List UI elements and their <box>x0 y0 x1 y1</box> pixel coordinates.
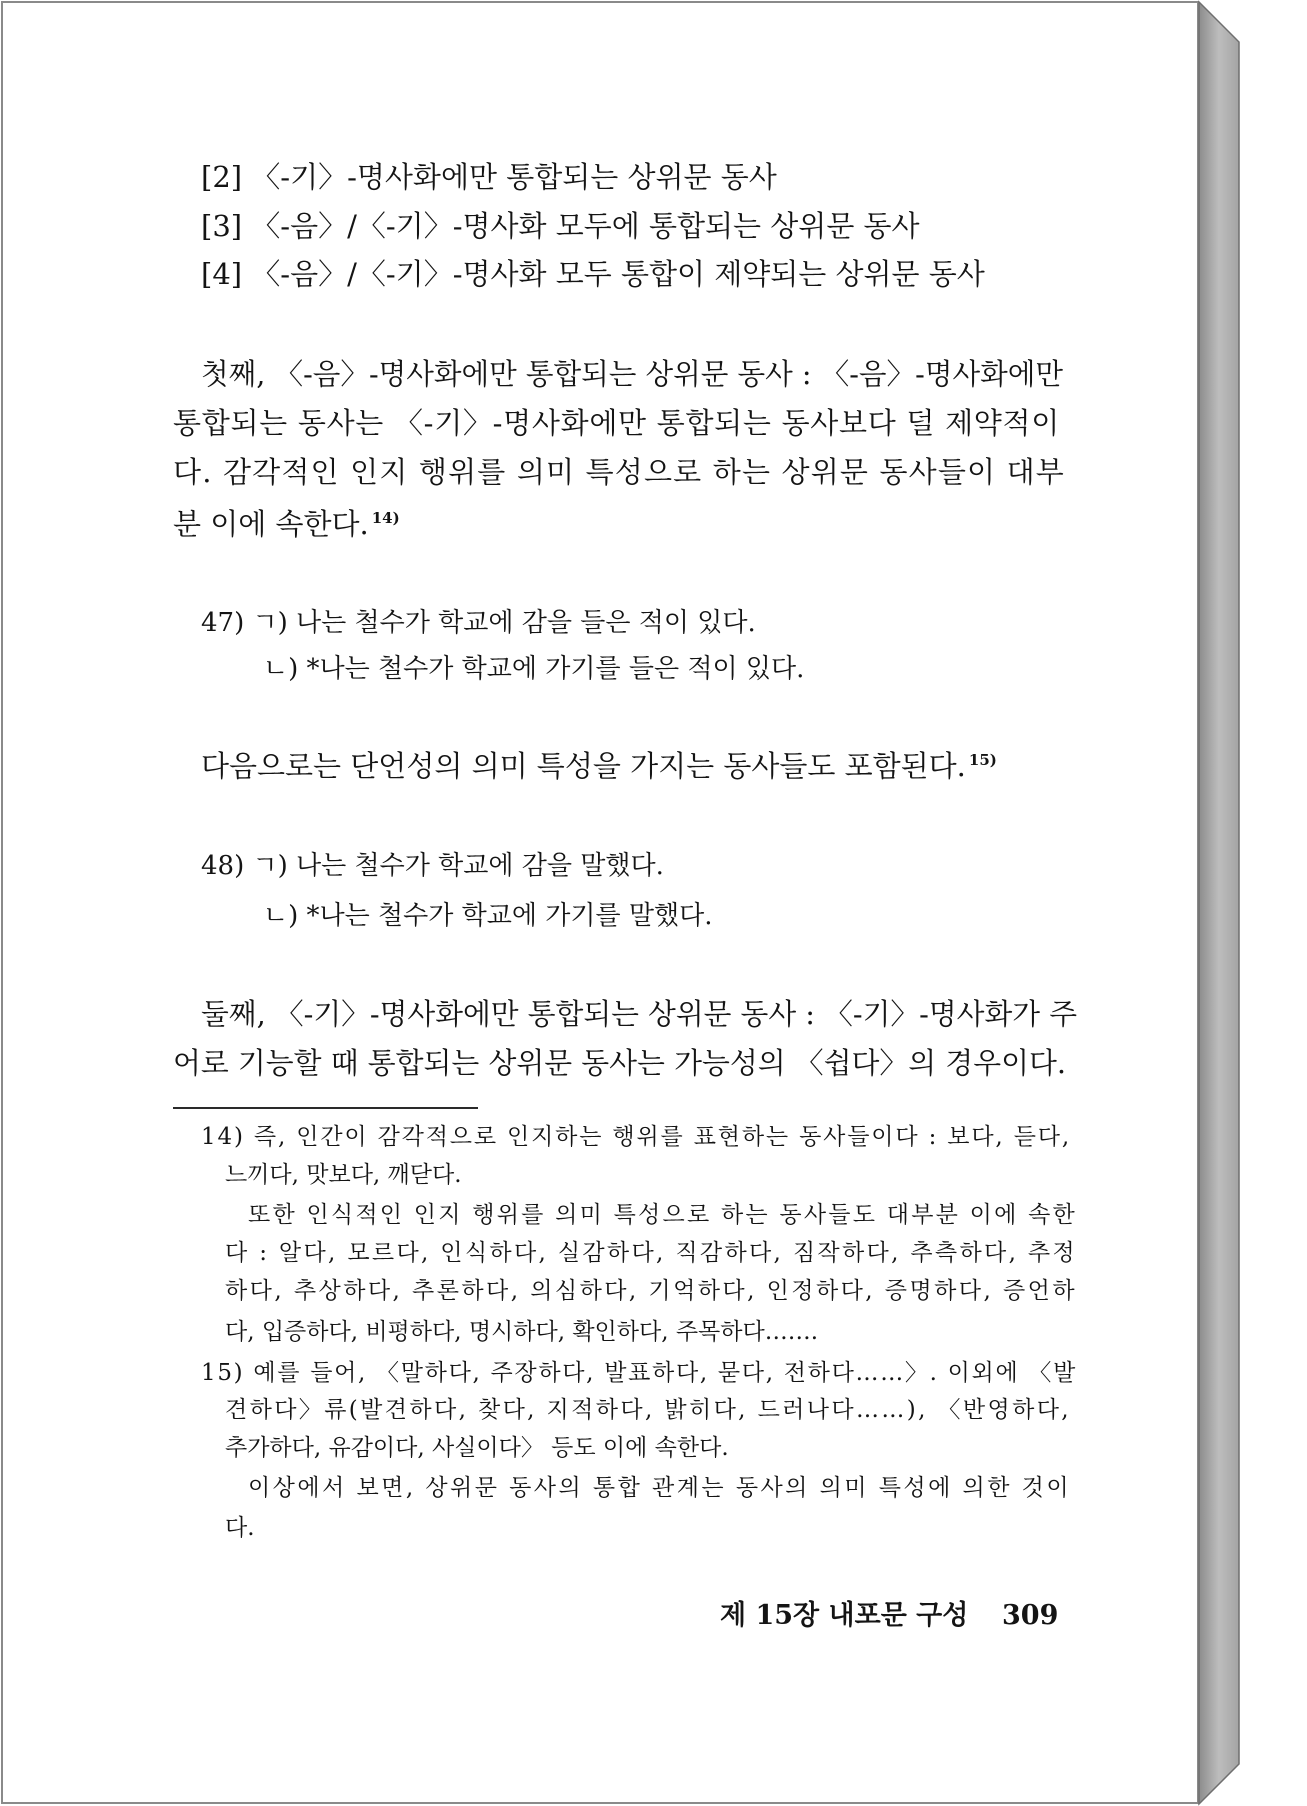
chapter-title-text: 제 15장 내포문 구성 <box>720 1600 969 1631</box>
example-text: ㄴ) *나는 철수가 학교에 가기를 말했다. <box>263 901 713 931</box>
footnote-line <box>225 1512 1071 1544</box>
paragraph-text: 통합되는 동사는 〈-기〉-명사화에만 통합되는 동사보다 덜 제약적이 <box>173 406 1060 440</box>
example-text: 48) ㄱ) 나는 철수가 학교에 감을 말했다. <box>201 851 664 881</box>
footnote-text: 하다, 추상하다, 추론하다, 의심하다, 기억하다, 인정하다, 증명하다, 증언하 <box>225 1278 1077 1304</box>
running-footer-title <box>720 1598 992 1634</box>
page-number <box>1002 1598 1062 1634</box>
example-sentence <box>263 898 1063 934</box>
footnote-text: 추가하다, 유감이다, 사실이다〉 등도 이에 속한다. <box>225 1435 729 1461</box>
example-sentence <box>201 848 1061 884</box>
footnote-text: 다. <box>225 1515 255 1541</box>
paragraph-line <box>173 504 1065 544</box>
footnote-text: 또한 인식적인 인지 행위를 의미 특성으로 하는 동사들도 대부분 이에 속한 <box>248 1202 1077 1228</box>
list-item <box>201 206 1071 246</box>
paragraph-line <box>201 994 1077 1034</box>
list-item-text: [3] 〈-음〉/〈-기〉-명사화 모두에 통합되는 상위문 동사 <box>201 209 920 243</box>
footnote-text: 15) 예를 들어, 〈말하다, 주장하다, 발표하다, 묻다, 전하다……〉. 이외에 〈발 <box>201 1360 1077 1386</box>
paragraph-text: 다음으로는 단언성의 의미 특성을 가지는 동사들도 포함된다. <box>201 749 966 783</box>
footnote-rule <box>173 1107 478 1109</box>
paragraph-line <box>201 354 1063 394</box>
footnote-text: 느끼다, 맛보다, 깨닫다. <box>225 1162 462 1188</box>
list-item <box>201 157 1071 197</box>
paragraph-line <box>173 452 1065 492</box>
paragraph-text: 첫째, 〈-음〉-명사화에만 통합되는 상위문 동사 : 〈-음〉-명사화에만 <box>201 357 1063 391</box>
paragraph-line <box>173 403 1060 443</box>
page-number-text: 309 <box>1002 1600 1059 1631</box>
example-sentence <box>263 651 1063 687</box>
footnote-line <box>225 1237 1077 1269</box>
example-sentence <box>201 605 1061 641</box>
footnote-ref: 14) <box>371 509 400 527</box>
footnote-text: 다 : 알다, 모르다, 인식하다, 실감하다, 직감하다, 짐작하다, 추측하다, 추정 <box>225 1240 1077 1266</box>
list-item-text: [2] 〈-기〉-명사화에만 통합되는 상위문 동사 <box>201 160 777 194</box>
footnote-line <box>225 1159 1071 1191</box>
footnote-text: 이상에서 보면, 상위문 동사의 통합 관계는 동사의 의미 특성에 의한 것이 <box>248 1475 1071 1501</box>
paragraph-text: 분 이에 속한다. <box>173 507 369 541</box>
footnote-line <box>248 1199 1077 1231</box>
example-text: 47) ㄱ) 나는 철수가 학교에 감을 들은 적이 있다. <box>201 608 756 638</box>
footnote-line <box>248 1472 1071 1504</box>
footnote-text: 다, 입증하다, 비평하다, 명시하다, 확인하다, 주목하다……. <box>225 1319 818 1345</box>
footnote-line <box>201 1121 1071 1153</box>
footnote-line <box>201 1357 1077 1389</box>
footnote-text: 견하다〉류(발견하다, 찾다, 지적하다, 밝히다, 드러나다……), 〈반영하다, <box>225 1397 1071 1423</box>
paragraph-text: 둘째, 〈-기〉-명사화에만 통합되는 상위문 동사 : 〈-기〉-명사화가 주 <box>201 997 1077 1031</box>
paragraph-line <box>173 1043 1066 1083</box>
paragraph-line-wrap <box>201 746 997 786</box>
paragraph-line <box>201 746 1071 786</box>
footnote-line <box>225 1316 1071 1348</box>
footnote-line <box>225 1432 1071 1464</box>
footnote-text: 14) 즉, 인간이 감각적으로 인지하는 행위를 표현하는 동사들이다 : 보다, 듣다, <box>201 1124 1071 1150</box>
paragraph-line-wrap <box>173 504 400 544</box>
footnote-ref: 15) <box>968 751 997 769</box>
footnote-line <box>225 1275 1077 1307</box>
list-item-text: [4] 〈-음〉/〈-기〉-명사화 모두 통합이 제약되는 상위문 동사 <box>201 257 985 291</box>
example-text: ㄴ) *나는 철수가 학교에 가기를 들은 적이 있다. <box>263 654 805 684</box>
paragraph-text: 다. 감각적인 인지 행위를 의미 특성으로 하는 상위문 동사들이 대부 <box>173 455 1065 489</box>
list-item <box>201 254 1071 294</box>
footnote-line <box>225 1394 1071 1426</box>
paragraph-text: 어로 기능할 때 통합되는 상위문 동사는 가능성의 〈쉽다〉의 경우이다. <box>173 1046 1066 1080</box>
